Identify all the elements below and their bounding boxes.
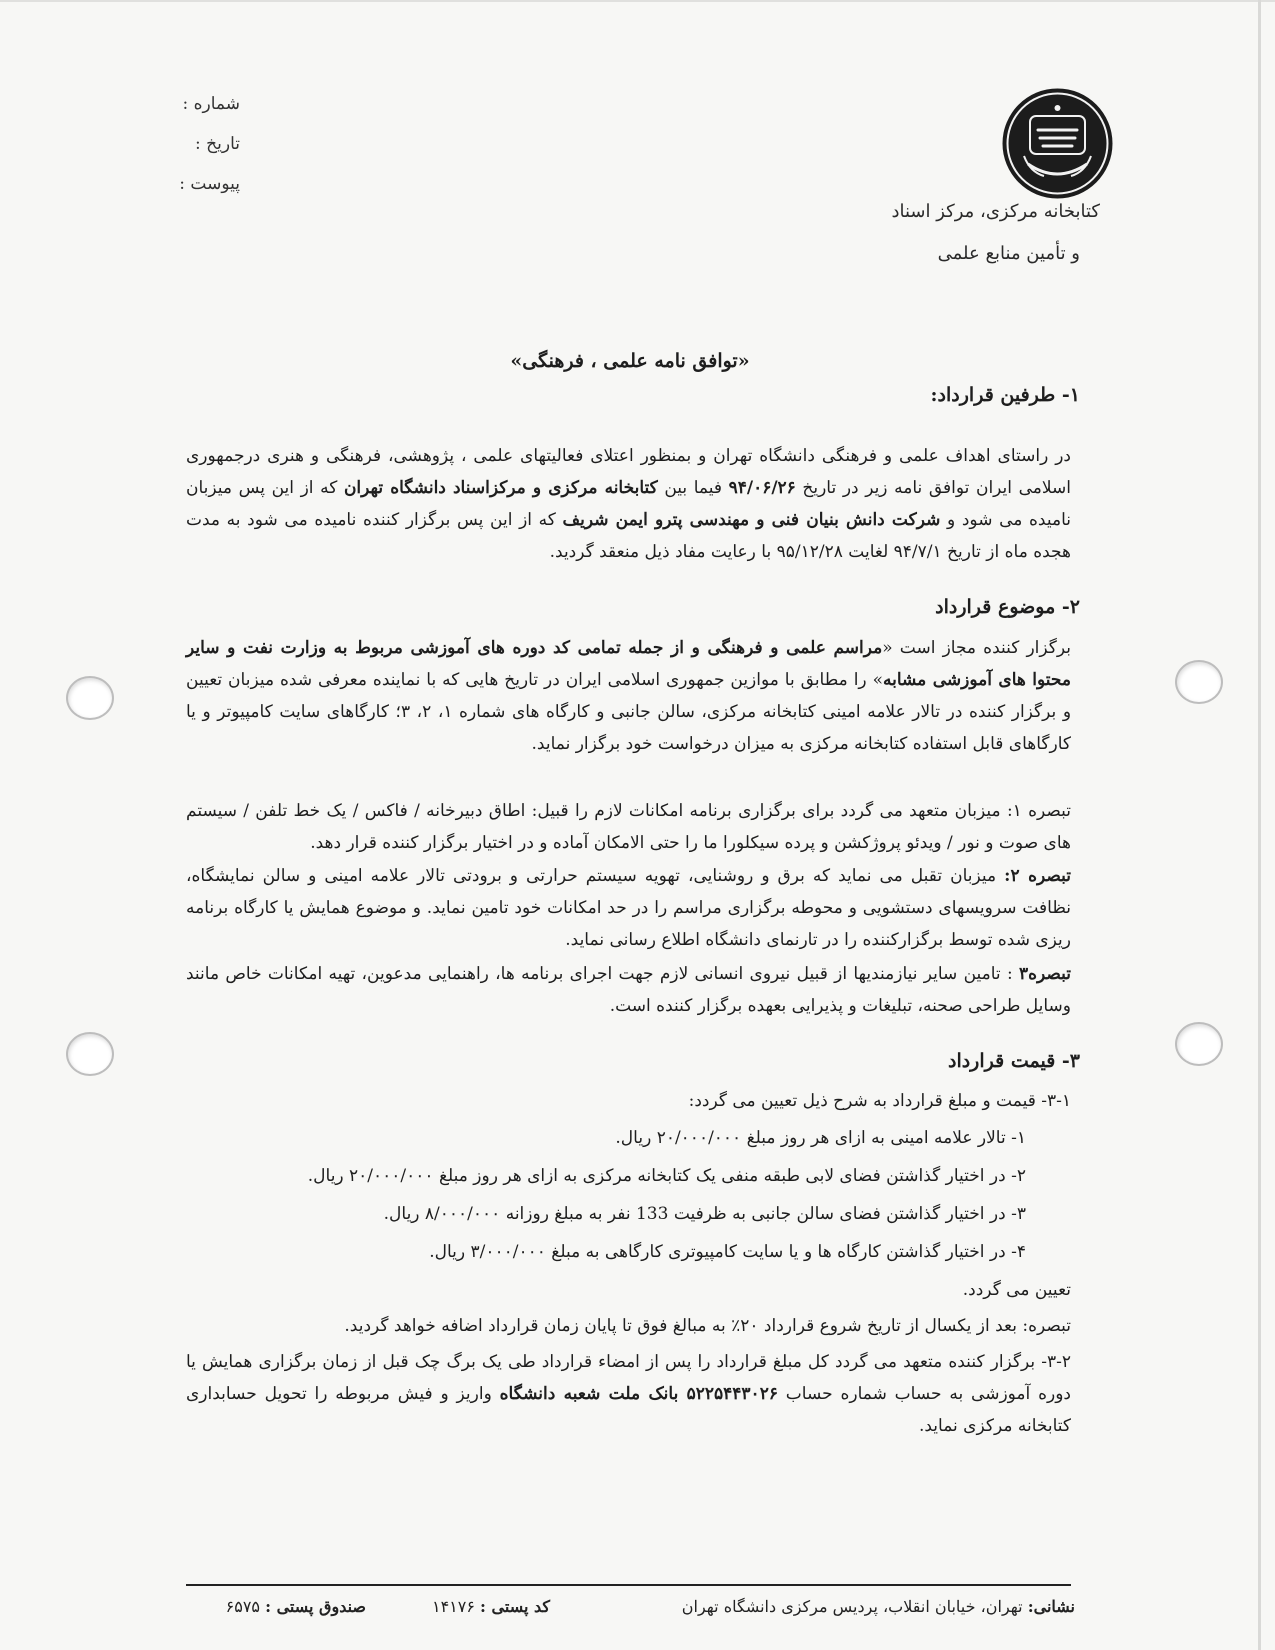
- payment-clause: ۳-۲- برگزار کننده متعهد می گردد کل مبلغ قرارداد را پس از امضاء قرارداد طی یک برگ چک قبل از زمان برگزاری همایش یا دوره آموزشی به حساب شماره حساب ۵۲۲۵۴۴۳۰۲۶ بانک ملت شعبه دانشگاه واریز و فیش مربوطه را تحویل حسابداری کتابخانه مرکزی نماید.: [186, 1352, 1071, 1436]
- party-organizer: شرکت دانش بنیان فنی و مهندسی پترو ایمن شریف: [562, 510, 941, 530]
- footer-po-box: صندوق پستی : ۶۵۷۵: [225, 1597, 366, 1616]
- document-title: «توافق نامه علمی ، فرهنگی»: [510, 350, 750, 372]
- section-3-heading: ۳- قیمت قرارداد: [947, 1050, 1080, 1072]
- section-2-heading: ۲- موضوع قرارداد: [935, 596, 1080, 618]
- section-2-paragraph: برگزار کننده مجاز است «مراسم علمی و فرهنگی و از جمله تمامی کد دوره های آموزشی مربوط به وزارت نفت و سایر محتوا های آموزشی مشابه» را مطابق با موازین جمهوری اسلامی ایران در تاریخ هایی که با نماینده معرفی شده میزبان تعیین و برگزار کننده در تالار علامه امینی کتابخانه مرکزی، سالن جانبی و کارگاه های شماره ۱، ۲، ۳؛ کارگاهای سایت کامپیوتر و یا کارگاهای قابل استفاده کتابخانه مرکزی به میزان درخواست خود برگزار نماید.: [186, 638, 1072, 754]
- price-determined: تعیین می گردد.: [962, 1280, 1071, 1300]
- number-label: شماره :: [182, 94, 240, 114]
- university-logo: [1000, 86, 1115, 201]
- footer-address: نشانی: تهران، خیابان انقلاب، پردیس مرکزی دانشگاه تهران: [681, 1597, 1075, 1616]
- price-item: ۳- در اختیار گذاشتن فضای سالن جانبی به ظرفیت 133 نفر به مبلغ روزانه ۸/۰۰۰/۰۰۰ ریال.: [383, 1204, 1026, 1224]
- bank-account: ۵۲۲۵۴۴۳۰۲۶ بانک ملت شعبه دانشگاه: [499, 1384, 778, 1404]
- price-intro: ۳-۱- قیمت و مبلغ قرارداد به شرح ذیل تعیین می گردد:: [688, 1091, 1071, 1111]
- attachment-label: پیوست :: [179, 174, 240, 194]
- scan-edge-right: [1258, 0, 1261, 1650]
- price-note: تبصره: بعد از یکسال از تاریخ شروع قرارداد ۲۰٪ به مبالغ فوق تا پایان زمان قرارداد اضافه خواهد گردید.: [344, 1316, 1071, 1336]
- punch-hole: [66, 1032, 114, 1076]
- punch-hole: [66, 676, 114, 720]
- note-1: تبصره ۱: میزبان متعهد می گردد برای برگزاری برنامه امکانات لازم را قبیل: اطاق دبیرخانه / فاکس / یک خط تلفن / سیستم های صوت و نور / ویدئو پروژکشن و پرده سیکلورا ما را حتی الامکان آماده و در اختیار برگزار کننده قرار دهد.: [186, 801, 1072, 853]
- date-label: تاریخ :: [195, 134, 240, 154]
- note-2: تبصره ۲: میزبان تقبل می نماید که برق و روشنایی، تهویه سیستم حرارتی و برودتی تالار علامه امینی و سالن نمایشگاه، نظافت سرویسهای دستشویی و محوطه برگزاری مراسم را در حد امکانات خود تامین نماید. و موضوع همایش یا کارگاه برنامه ریزی شده توسط برگزارکننده را در تارنمای دانشگاه اطلاع رسانی نماید.: [186, 866, 1071, 950]
- punch-hole: [1175, 1022, 1223, 1066]
- section-1-paragraph: در راستای اهداف علمی و فرهنگی دانشگاه تهران و بمنظور اعتلای فعالیتهای علمی ، پژوهشی، فرهنگی و هنری درجمهوری اسلامی ایران توافق نامه زیر در تاریخ ۹۴/۰۶/۲۶ فیما بین کتابخانه مرکزی و مرکزاسناد دانشگاه تهران که از این پس میزبان نامیده می شود و شرکت دانش بنیان فنی و مهندسی پترو ایمن شریف که از این پس برگزار کننده نامیده می شود به مدت هجده ماه از تاریخ ۹۴/۷/۱ لغایت ۹۵/۱۲/۲۸ با رعایت مفاد ذیل منعقد گردید.: [186, 446, 1071, 562]
- footer-rule: [186, 1584, 1071, 1586]
- price-item: ۴- در اختیار گذاشتن کارگاه ها و یا سایت کامپیوتری کارگاهی به مبلغ ۳/۰۰۰/۰۰۰ ریال.: [429, 1242, 1026, 1262]
- section-1-heading: ۱- طرفین قرارداد:: [930, 384, 1080, 406]
- org-line-2: و تأمین منابع علمی: [937, 243, 1080, 264]
- price-item: ۲- در اختیار گذاشتن فضای لابی طبقه منفی یک کتابخانه مرکزی به ازای هر روز مبلغ ۲۰/۰۰۰/۰۰۰ ریال.: [307, 1166, 1026, 1186]
- footer-postal-code: کد پستی : ۱۴۱۷۶: [431, 1597, 550, 1616]
- agreement-date: ۹۴/۰۶/۲۶: [728, 478, 796, 498]
- org-line-1: کتابخانه مرکزی، مرکز اسناد: [891, 201, 1100, 222]
- contract-subject: مراسم علمی و فرهنگی و از جمله تمامی کد دوره های آموزشی مربوط به وزارت نفت و سایر محتوا های آموزشی مشابه: [186, 638, 1071, 690]
- party-host: کتابخانه مرکزی و مرکزاسناد دانشگاه تهران: [343, 478, 658, 498]
- note-3: تبصره۳ : تامین سایر نیازمندیها از قبیل نیروی انسانی لازم جهت اجرای برنامه ها، راهنمایی مدعوین، تهیه امکانات خاص مانند وسایل طراحی صحنه، تبلیغات و پذیرایی بعهده برگزار کننده است.: [186, 964, 1071, 1016]
- punch-hole: [1175, 660, 1223, 704]
- price-item: ۱- تالار علامه امینی به ازای هر روز مبلغ ۲۰/۰۰۰/۰۰۰ ریال.: [615, 1128, 1026, 1148]
- scan-edge-top: [0, 0, 1275, 2]
